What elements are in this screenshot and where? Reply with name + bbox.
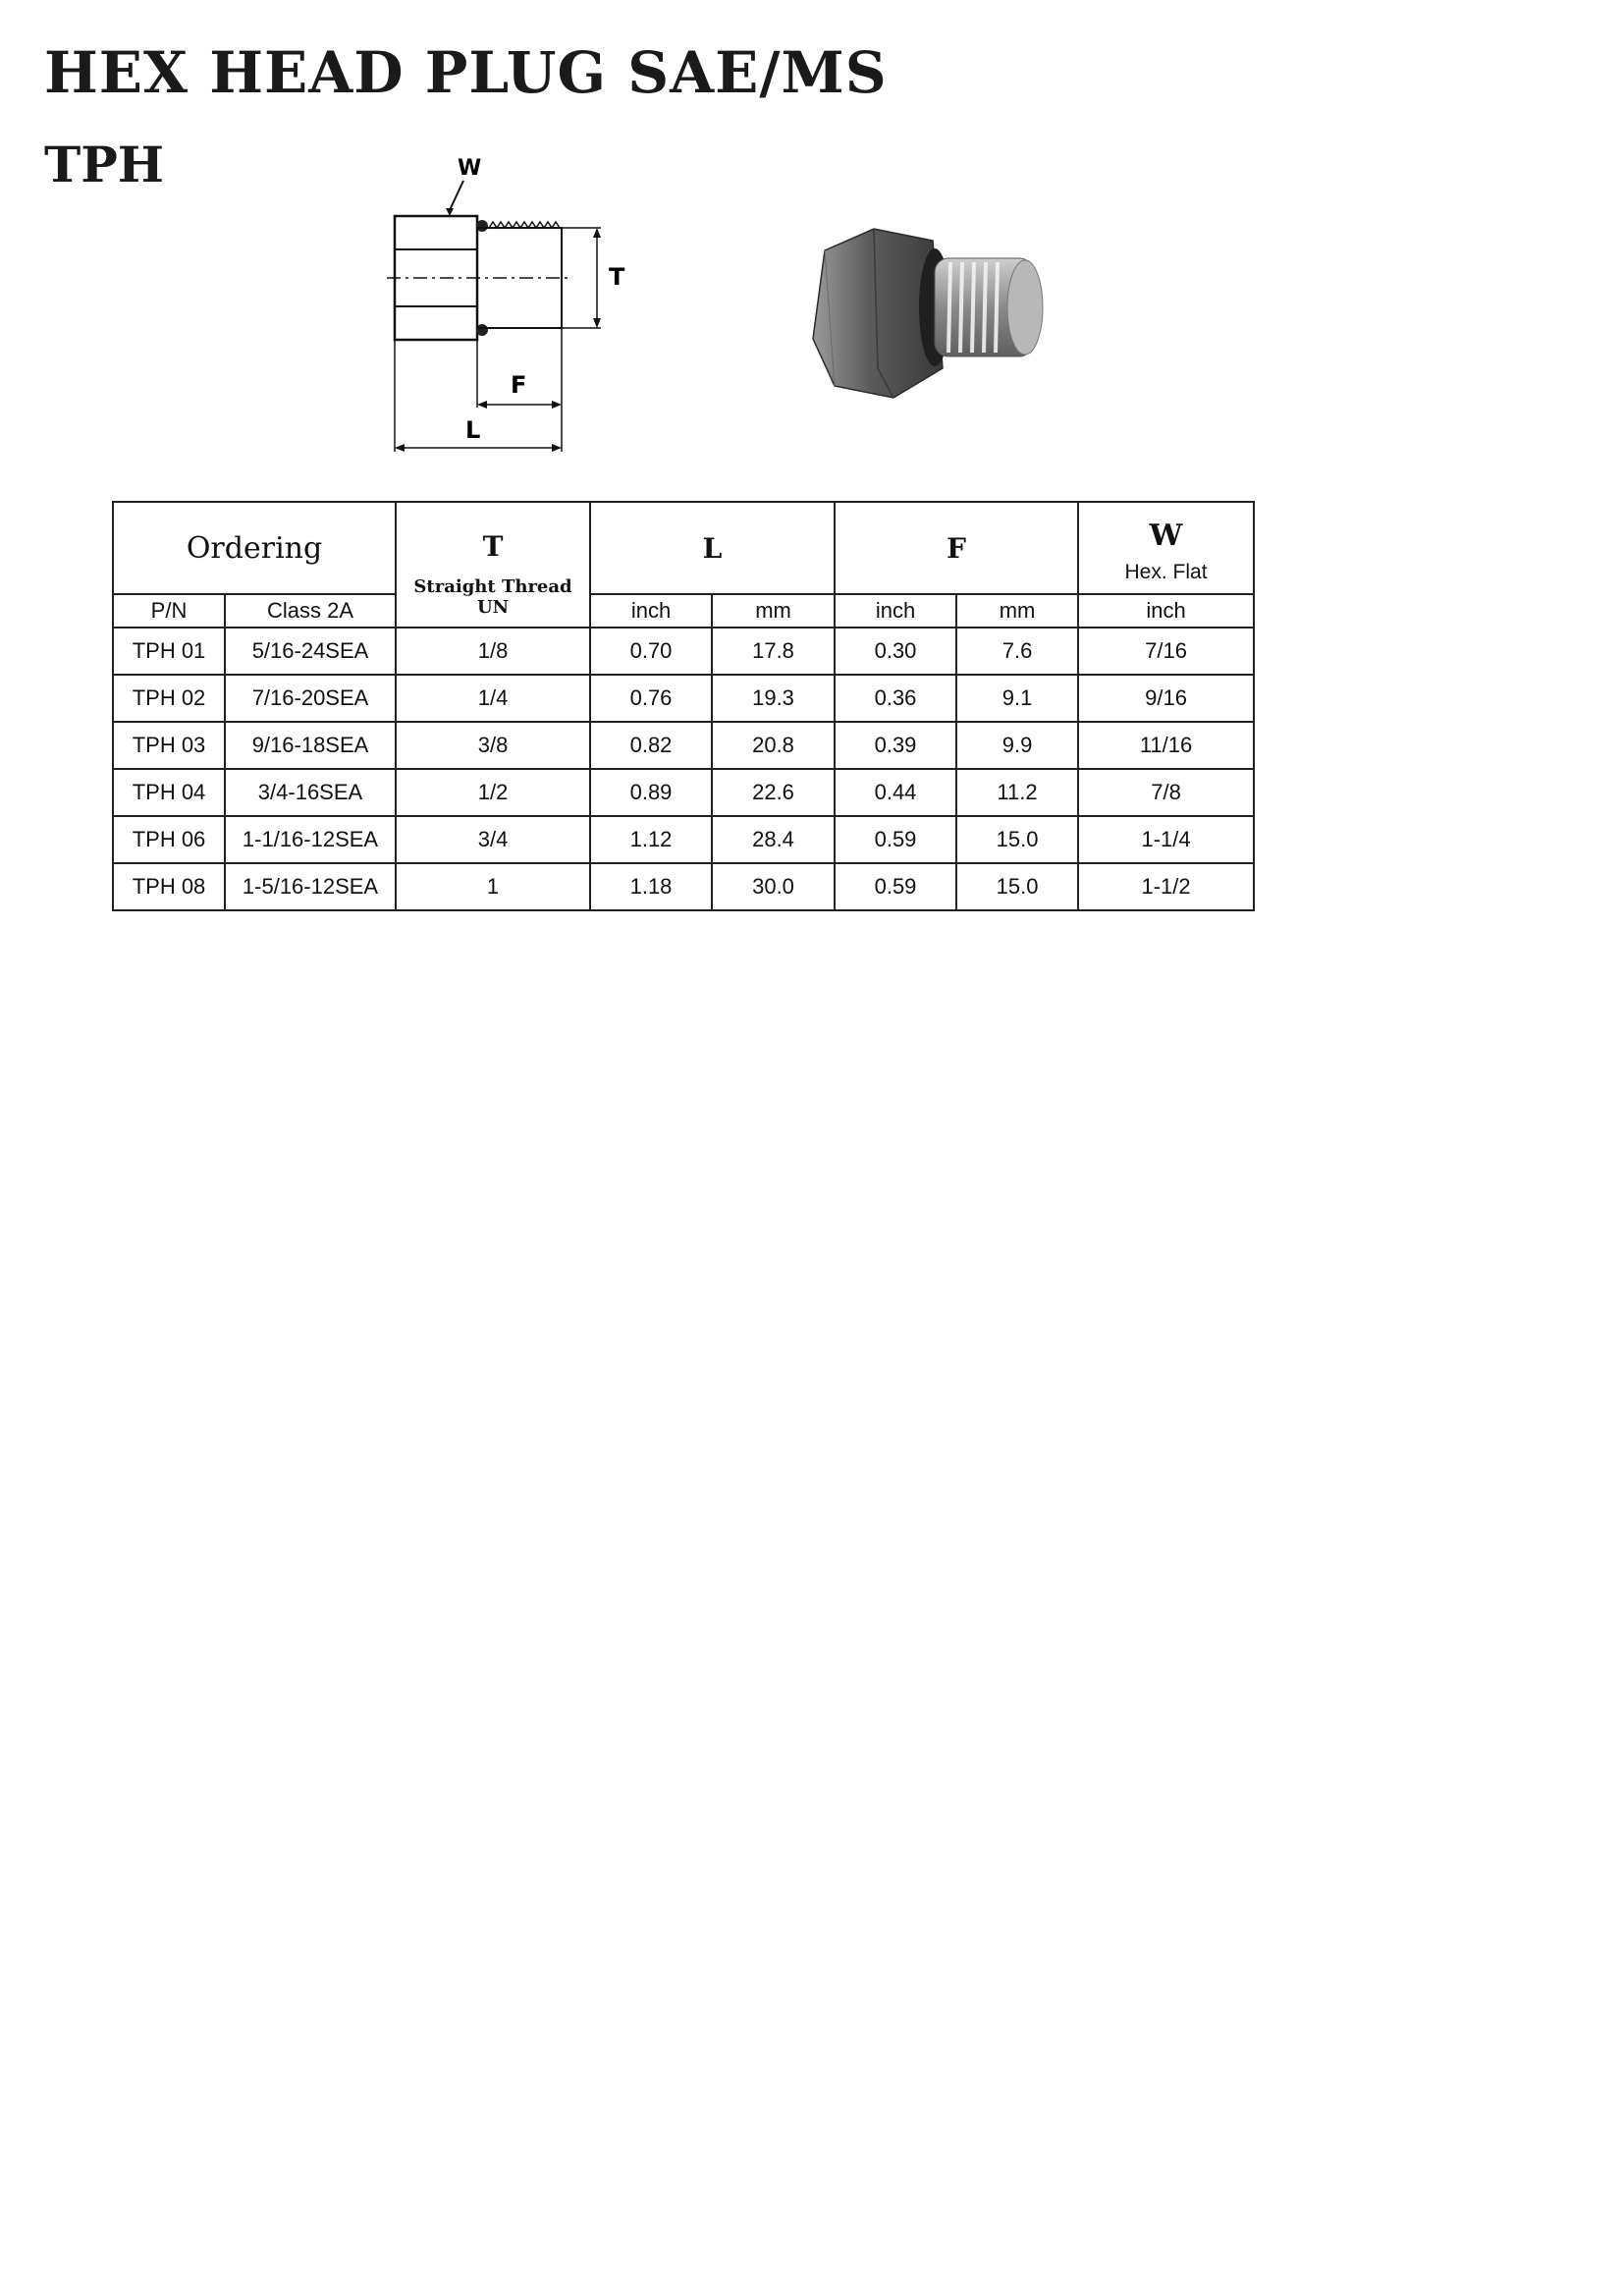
w-cell: 7/16 (1078, 628, 1254, 675)
table-row (113, 722, 1254, 769)
diagram-label-t: T (609, 263, 625, 291)
t-cell: 1/2 (396, 769, 590, 816)
f-inch-cell: 0.59 (835, 816, 956, 863)
t-cell: 3/8 (396, 722, 590, 769)
f-inch-cell: 0.39 (835, 722, 956, 769)
table-row (113, 675, 1254, 722)
f-header: F (835, 502, 1078, 594)
pn-cell: TPH 08 (113, 863, 225, 910)
l-mm-cell: 30.0 (712, 863, 835, 910)
t-cell: 1 (396, 863, 590, 910)
l-mm-cell: 22.6 (712, 769, 835, 816)
f-mm-cell: 7.6 (956, 628, 1078, 675)
f-inch-cell: 0.36 (835, 675, 956, 722)
w-cell: 7/8 (1078, 769, 1254, 816)
class-cell: 7/16-20SEA (225, 675, 396, 722)
page-title: HEX HEAD PLUG SAE/MS (44, 39, 888, 106)
pn-cell: TPH 03 (113, 722, 225, 769)
l-inch-cell: 1.18 (590, 863, 712, 910)
l-mm-cell: 19.3 (712, 675, 835, 722)
w-cell: 1-1/2 (1078, 863, 1254, 910)
w-cell: 9/16 (1078, 675, 1254, 722)
l-mm-cell: 28.4 (712, 816, 835, 863)
ordering-header: Ordering (113, 502, 396, 594)
f-mm-cell: 11.2 (956, 769, 1078, 816)
class-header: Class 2A (225, 594, 396, 628)
pn-header: P/N (113, 594, 225, 628)
class-cell: 9/16-18SEA (225, 722, 396, 769)
w-cell: 1-1/4 (1078, 816, 1254, 863)
table-row (113, 816, 1254, 863)
class-cell: 1-1/16-12SEA (225, 816, 396, 863)
diagram-label-f: F (511, 371, 527, 399)
table-row (113, 769, 1254, 816)
f-inch-cell: 0.59 (835, 863, 956, 910)
pn-cell: TPH 02 (113, 675, 225, 722)
series-code: TPH (44, 136, 165, 193)
w-header-label: W (1149, 518, 1183, 553)
hex-plug-photo (805, 221, 1060, 417)
table-row (113, 628, 1254, 675)
spec-table (112, 501, 1255, 911)
l-header: L (590, 502, 835, 594)
l-inch-header: inch (590, 594, 712, 628)
l-inch-cell: 0.82 (590, 722, 712, 769)
t-header-label: T (482, 529, 504, 563)
f-inch-cell: 0.44 (835, 769, 956, 816)
l-mm-cell: 20.8 (712, 722, 835, 769)
w-header (1078, 502, 1254, 594)
w-inch-header: inch (1078, 594, 1254, 628)
f-mm-cell: 15.0 (956, 816, 1078, 863)
pn-cell: TPH 06 (113, 816, 225, 863)
l-inch-cell: 1.12 (590, 816, 712, 863)
dimension-diagram (373, 147, 668, 462)
class-cell: 1-5/16-12SEA (225, 863, 396, 910)
f-inch-cell: 0.30 (835, 628, 956, 675)
pn-cell: TPH 04 (113, 769, 225, 816)
diagram-label-l: L (465, 416, 481, 444)
f-mm-header: mm (956, 594, 1078, 628)
class-cell: 3/4-16SEA (225, 769, 396, 816)
t-cell: 1/8 (396, 628, 590, 675)
f-mm-cell: 9.9 (956, 722, 1078, 769)
f-mm-cell: 15.0 (956, 863, 1078, 910)
class-cell: 5/16-24SEA (225, 628, 396, 675)
l-inch-cell: 0.70 (590, 628, 712, 675)
w-header-sub: Hex. Flat (1124, 560, 1208, 583)
w-cell: 11/16 (1078, 722, 1254, 769)
l-inch-cell: 0.76 (590, 675, 712, 722)
f-mm-cell: 9.1 (956, 675, 1078, 722)
l-inch-cell: 0.89 (590, 769, 712, 816)
pn-cell: TPH 01 (113, 628, 225, 675)
t-cell: 1/4 (396, 675, 590, 722)
t-cell: 3/4 (396, 816, 590, 863)
l-mm-header: mm (712, 594, 835, 628)
table-row (113, 863, 1254, 910)
f-inch-header: inch (835, 594, 956, 628)
l-mm-cell: 17.8 (712, 628, 835, 675)
t-header-sub: Straight Thread UN (413, 575, 572, 618)
diagram-label-w: W (458, 156, 482, 181)
thread-header (396, 502, 590, 628)
